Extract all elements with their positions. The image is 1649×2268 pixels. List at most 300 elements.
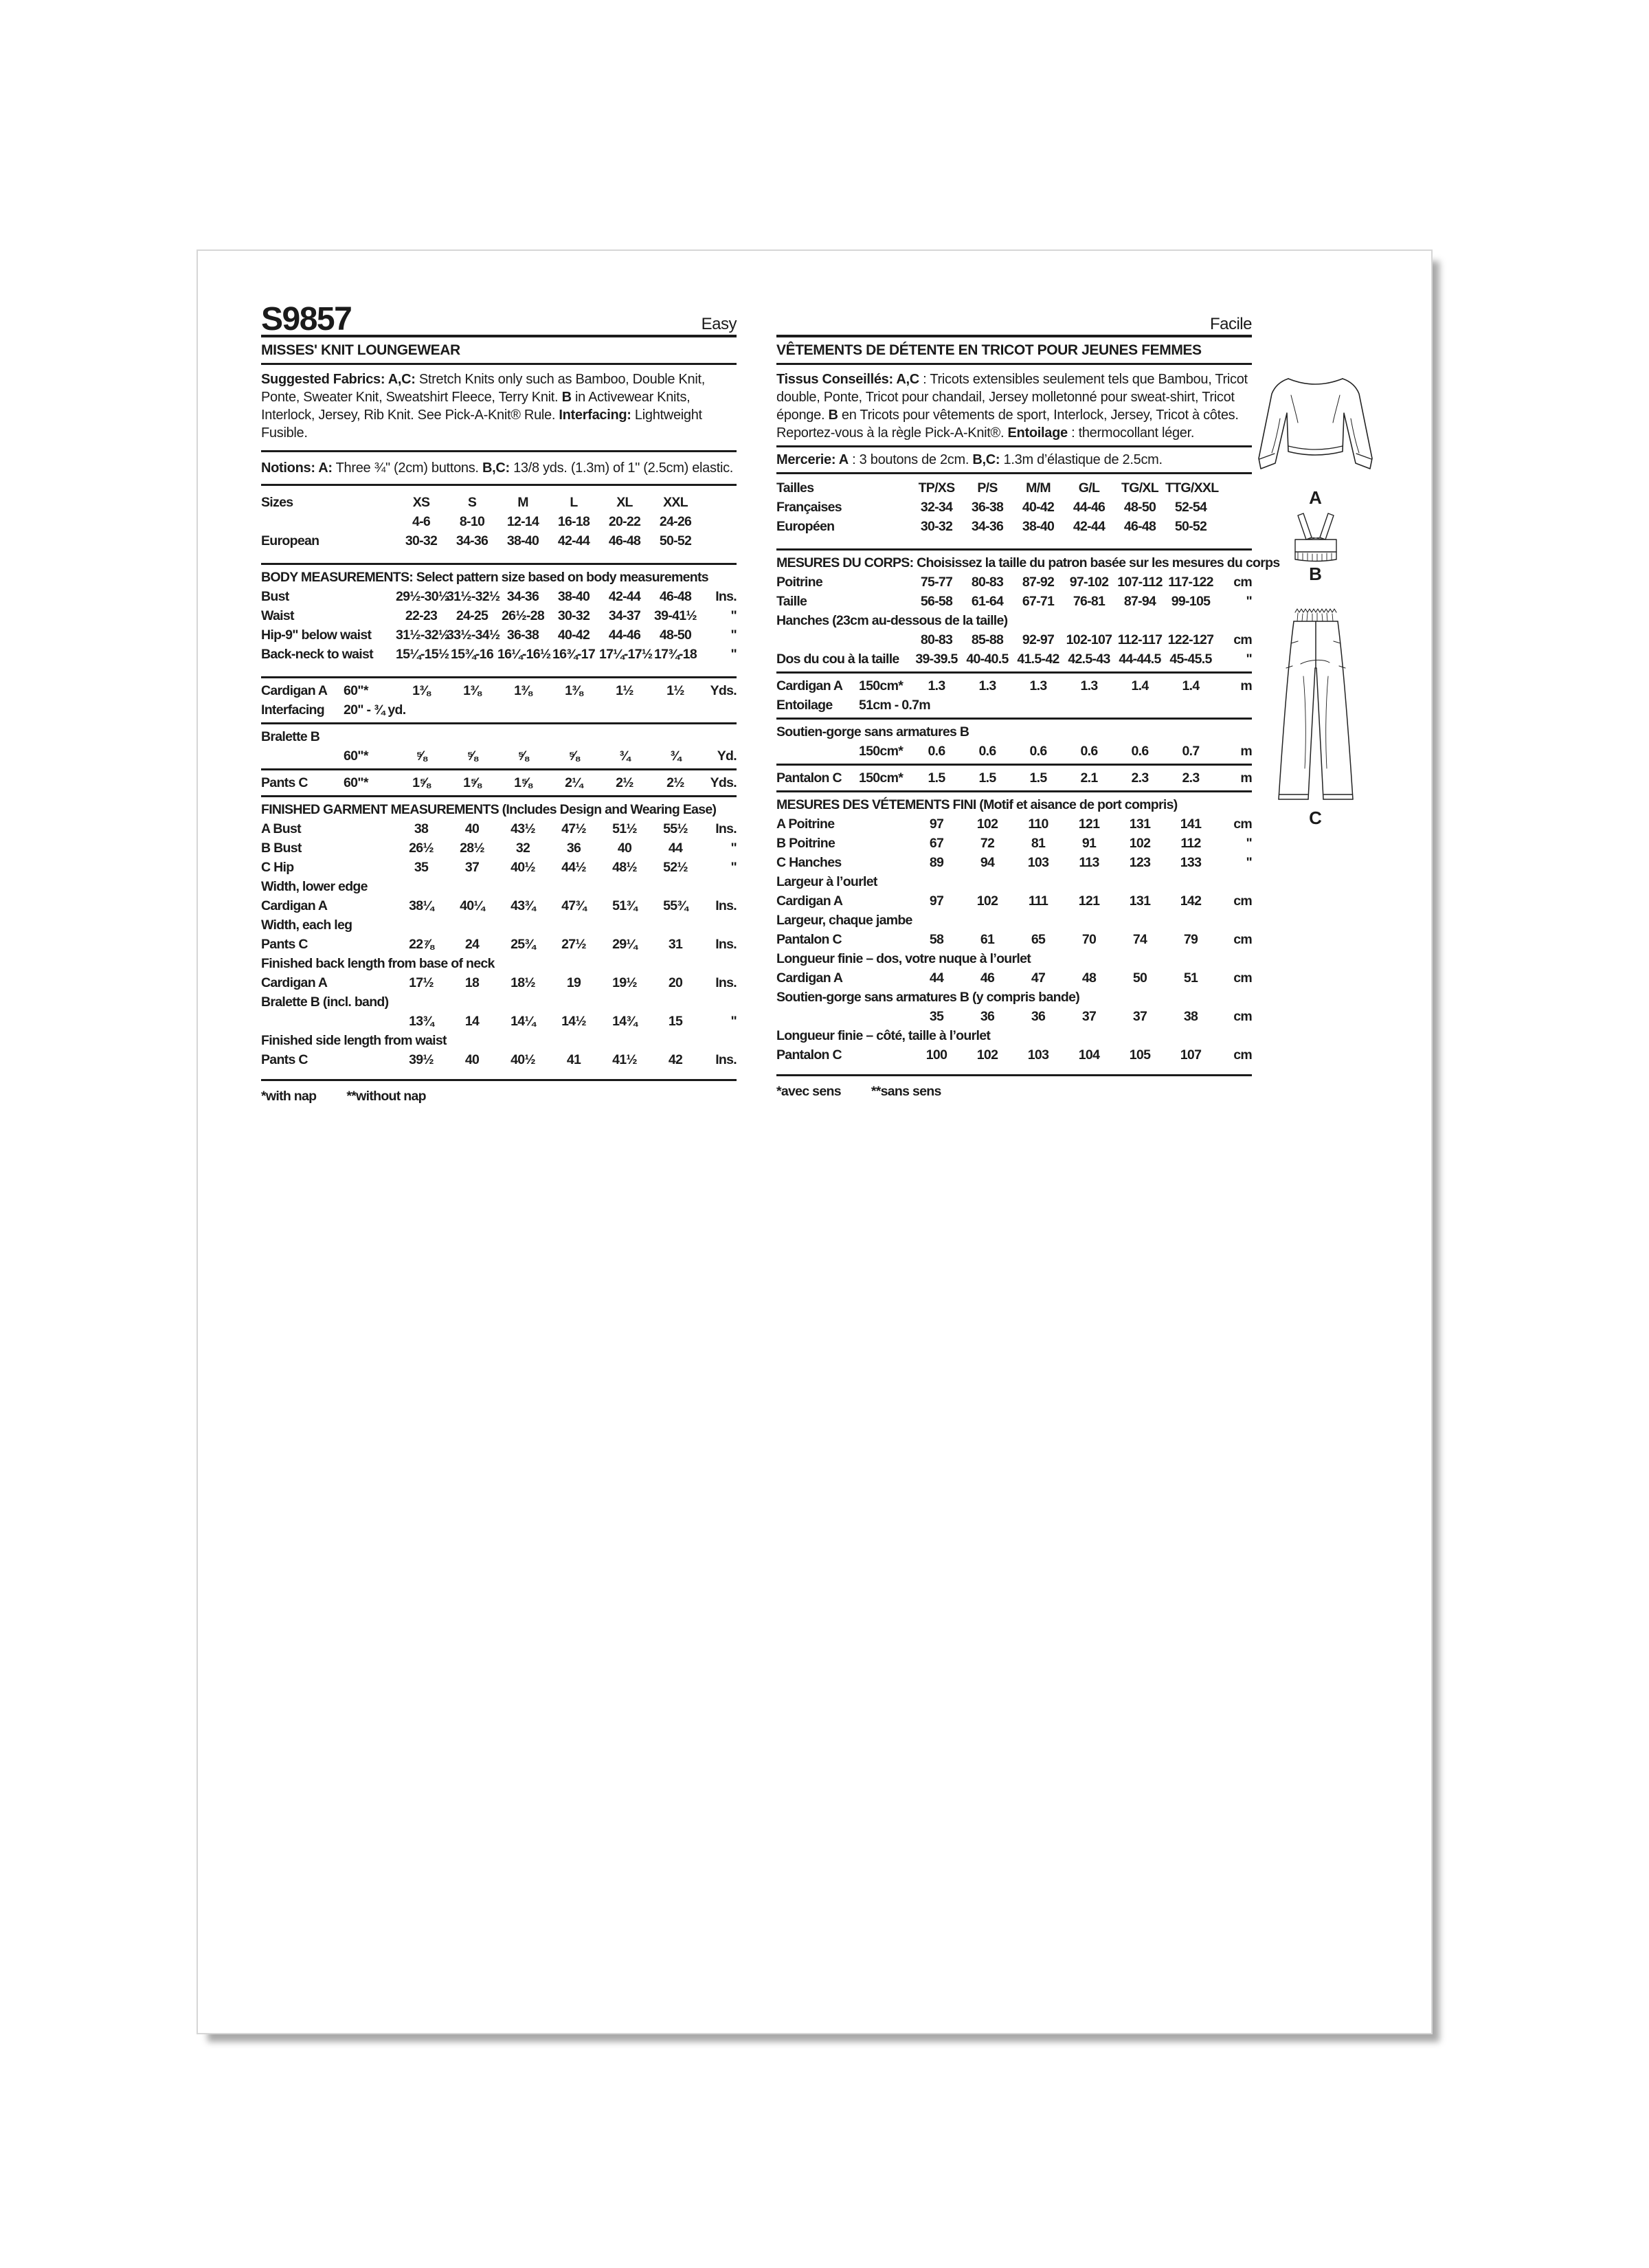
cell-value: 123: [1129, 855, 1151, 870]
cell-value: 103: [1027, 855, 1049, 870]
unit-label: Ins.: [715, 937, 737, 952]
cell-value: 47: [1031, 970, 1046, 986]
unit-label: Ins.: [715, 975, 737, 990]
table-row: [261, 935, 737, 954]
table-row: [261, 973, 737, 992]
cell-value: 44½: [561, 860, 586, 875]
cell-value: 42-44: [557, 533, 590, 548]
cell-value: 15¾-16: [451, 647, 493, 662]
unit-label: ": [1246, 836, 1252, 851]
cell-value: 39-39.5: [915, 652, 958, 667]
table-section-label: MESURES DU CORPS: Choisissez la taille du patron basée sur les mesures du corps: [776, 555, 1280, 570]
table-row: [261, 1012, 737, 1031]
table-row: [261, 493, 737, 512]
cell-value: XL: [616, 495, 633, 510]
body-text: Stretch Knits only such as Bamboo, Double Knit, Ponte, Sweater Knit, Sweatshirt Fleece, Terry Knit.: [261, 372, 706, 405]
cell-value: 30-32: [920, 519, 953, 534]
cell-value: 107: [1180, 1047, 1202, 1063]
table-row: [776, 630, 1252, 649]
cell-value: 47¾: [561, 898, 586, 913]
cell-value: TTG/XXL: [1165, 480, 1219, 496]
cell-value: 2¼: [565, 775, 583, 790]
cell-value: 45-45.5: [1169, 652, 1212, 667]
cell-value: ⅝: [467, 748, 478, 764]
cell-value: 43½: [511, 821, 535, 836]
row-label: Cardigan A: [261, 683, 328, 698]
cell-value: M: [517, 495, 528, 510]
table-section-label: Soutien-gorge sans armatures B (y compris bande): [776, 990, 1080, 1005]
cell-value: 1.4: [1182, 678, 1200, 693]
cell-value: XXL: [663, 495, 688, 510]
cell-value: ⅝: [568, 748, 579, 764]
cell-value: 65: [1031, 932, 1046, 947]
cell-value: M/M: [1026, 480, 1051, 496]
cell-value: 0.6: [1029, 744, 1047, 759]
unit-label: cm: [1233, 1047, 1252, 1063]
cell-value: 28½: [460, 841, 484, 856]
table-section-label: MESURES DES VÉTEMENTS FINI (Motif et aisance de port compris): [776, 797, 1178, 812]
pattern-number: S9857: [261, 301, 352, 337]
cell-value: 16¾-17: [552, 647, 595, 662]
cell-value: 55¾: [663, 898, 688, 913]
cell-value: 31½-32½: [447, 589, 500, 604]
cell-value: 15: [668, 1014, 683, 1029]
cell-value: 2.3: [1131, 770, 1149, 786]
table-row: [261, 896, 737, 915]
row-label: Pants C: [261, 937, 308, 952]
cell-value: 40½: [511, 1052, 535, 1067]
cell-value: 87-94: [1123, 594, 1156, 609]
cell-value: 112-117: [1117, 632, 1163, 647]
cell-value: 46: [980, 970, 995, 986]
body-text: : thermocollant léger.: [1067, 425, 1195, 441]
masthead-english: [261, 301, 737, 337]
table-row: [261, 531, 737, 551]
table-section-label: Bralette B (incl. band): [261, 994, 389, 1010]
row-label: B Poitrine: [776, 836, 835, 851]
table-row: [776, 768, 1252, 788]
cell-value: 48½: [612, 860, 637, 875]
table-row: [776, 478, 1252, 498]
spacer: [261, 551, 737, 560]
spacer: [776, 536, 1252, 546]
rule: [776, 790, 1252, 792]
unit-label: m: [1240, 744, 1252, 759]
cell-value: 44-46: [1073, 500, 1106, 515]
cell-value: 8-10: [459, 514, 485, 529]
lead-in-text: Tissus Conseillés: A,C: [776, 372, 919, 387]
cell-value: 1⅜: [514, 683, 532, 698]
fabric-width: 60"*: [344, 683, 368, 698]
cell-value: 44: [929, 970, 944, 986]
footnote: **without nap: [346, 1089, 426, 1104]
cell-value: 142: [1180, 893, 1202, 909]
spacer: [776, 1065, 1252, 1071]
rule: [776, 445, 1252, 447]
cell-value: 61-64: [971, 594, 1004, 609]
footnotes: [776, 1082, 1252, 1101]
table-row: [776, 834, 1252, 853]
cell-value: 55½: [663, 821, 688, 836]
cell-value: 67: [929, 836, 944, 851]
cell-value: 17½: [409, 975, 434, 990]
cell-value: 22-23: [405, 608, 438, 623]
cell-value: 19: [566, 975, 581, 990]
footnote: *with nap: [261, 1089, 317, 1104]
cell-value: 4-6: [412, 514, 431, 529]
row-label: Cardigan A: [261, 975, 328, 990]
rule: [261, 484, 737, 486]
cell-value: 40-42: [1022, 500, 1055, 515]
row-label: B Bust: [261, 841, 302, 856]
cell-value: 80-83: [920, 632, 953, 647]
cell-value: 1⅜: [463, 683, 481, 698]
cell-value: 29¼: [612, 937, 637, 952]
unit-label: ": [730, 841, 737, 856]
cell-value: 18½: [511, 975, 535, 990]
cell-value: 26½: [409, 841, 434, 856]
cell-value: 74: [1132, 932, 1147, 947]
row-label: C Hip: [261, 860, 294, 875]
table-section-label: FINISHED GARMENT MEASUREMENTS (Includes Design and Wearing Ease): [261, 802, 717, 817]
row-label: C Hanches: [776, 855, 842, 870]
cell-value: G/L: [1078, 480, 1100, 496]
row-label: Pantalon C: [776, 770, 842, 786]
cell-value: 2½: [616, 775, 633, 790]
fabric-width: 150cm*: [859, 678, 904, 693]
cell-value: 24-25: [456, 608, 489, 623]
fabric-width: 60"*: [344, 748, 368, 764]
cell-value: TG/XL: [1121, 480, 1158, 496]
cell-value: 43¾: [511, 898, 535, 913]
row-label: European: [261, 533, 319, 548]
unit-label: ": [730, 608, 737, 623]
cell-value: 1.5: [978, 770, 996, 786]
cell-value: 131: [1129, 893, 1151, 909]
cell-value: 42.5-43: [1068, 652, 1110, 667]
cell-value: 75-77: [920, 575, 953, 590]
cell-value: 30-32: [557, 608, 590, 623]
cell-value: 32: [515, 841, 530, 856]
cell-value: 2.3: [1182, 770, 1200, 786]
cell-value: 34-36: [506, 589, 539, 604]
notions-line: [261, 459, 737, 477]
body-text: : Tricots extensibles seulement tels que Bambou, Tricot double, Ponte, Tricot pour chandail, Jersey molletonné pour sweat-shirt, Tricot éponge.: [776, 372, 1248, 423]
cell-value: 38: [1183, 1009, 1198, 1024]
unit-label: ": [1246, 594, 1252, 609]
row-label: Cardigan A: [261, 898, 328, 913]
rule: [261, 795, 737, 797]
cell-value: 19½: [612, 975, 637, 990]
cell-value: 31½-32½: [396, 627, 449, 643]
cell-value: 56-58: [920, 594, 953, 609]
cell-value: 40: [464, 1052, 480, 1067]
rule: [261, 450, 737, 452]
cell-value: 36: [980, 1009, 995, 1024]
unit-label: ": [730, 627, 737, 643]
cell-value: 105: [1129, 1047, 1151, 1063]
cell-value: 121: [1078, 893, 1100, 909]
table-section-label: Largeur à l’ourlet: [776, 874, 877, 889]
cell-value: 37: [1132, 1009, 1147, 1024]
cell-value: 40¼: [460, 898, 484, 913]
unit-label: cm: [1233, 893, 1252, 909]
cell-value: 0.6: [928, 744, 945, 759]
cell-value: 20: [668, 975, 683, 990]
table-section-label: Soutien-gorge sans armatures B: [776, 724, 969, 740]
rule: [776, 671, 1252, 674]
unit-label: cm: [1233, 970, 1252, 986]
cell-value: 102: [976, 893, 998, 909]
cell-value: 41: [566, 1052, 581, 1067]
cell-value: 113: [1079, 855, 1099, 870]
cell-value: 99-105: [1171, 594, 1211, 609]
unit-label: Ins.: [715, 589, 737, 604]
row-label: A Poitrine: [776, 816, 835, 832]
rule: [261, 1079, 737, 1081]
table-row: [261, 819, 737, 838]
cell-value: 20-22: [608, 514, 641, 529]
cell-value: 40: [464, 821, 480, 836]
table-section-label: Longueur finie – dos, votre nuque à l’ourlet: [776, 951, 1031, 966]
cell-value: 40-42: [557, 627, 590, 643]
cell-value: 103: [1027, 1047, 1049, 1063]
row-label: Européen: [776, 519, 835, 534]
cell-value: 16¼-16½: [497, 647, 551, 662]
cell-value: 30-32: [405, 533, 438, 548]
rule: [776, 764, 1252, 766]
cell-value: 58: [929, 932, 944, 947]
cell-value: 29½-30½: [396, 589, 449, 604]
row-label: Sizes: [261, 495, 293, 510]
table-row: [776, 930, 1252, 949]
cell-value: 36-38: [506, 627, 539, 643]
cell-value: 31: [668, 937, 683, 952]
cell-value: 42-44: [608, 589, 641, 604]
row-label: Bust: [261, 589, 289, 604]
cell-value: 131: [1129, 816, 1151, 832]
cell-value: 33½-34½: [447, 627, 500, 643]
cell-value: 61: [980, 932, 995, 947]
cell-value: 38-40: [557, 589, 590, 604]
lead-in-text: B: [561, 390, 572, 405]
cell-value: 1½: [616, 683, 633, 698]
cell-value: 1⅝: [412, 775, 430, 790]
pants-back-view-illustration: [1275, 605, 1357, 808]
cell-value: 15¼-15½: [396, 647, 449, 662]
cell-value: P/S: [977, 480, 998, 496]
cell-value: ¾: [670, 748, 681, 764]
table-row: [261, 773, 737, 792]
cell-value: 102: [1129, 836, 1151, 851]
cell-value: 18: [464, 975, 480, 990]
table-row: [776, 696, 1252, 715]
table-section-label: BODY MEASUREMENTS: Select pattern size based on body measurements: [261, 570, 708, 585]
bralette-back-view-illustration: [1288, 512, 1343, 564]
rule: [261, 722, 737, 724]
lead-in-text: Mercerie: A: [776, 452, 849, 467]
cell-value: 42: [668, 1052, 683, 1067]
cell-value: 14¼: [511, 1014, 535, 1029]
rule: [261, 676, 737, 678]
unit-label: Yds.: [710, 775, 737, 790]
cell-value: 72: [980, 836, 995, 851]
row-label: Entoilage: [776, 698, 833, 713]
suggested-fabrics-paragraph: [261, 370, 737, 442]
rule: [776, 472, 1252, 474]
cell-value: 14: [464, 1014, 480, 1029]
french-column: [776, 306, 1280, 1101]
cell-value: 1.4: [1131, 678, 1149, 693]
cell-value: 112: [1180, 836, 1201, 851]
table-section-label: Hanches (23cm au-dessous de la taille): [776, 613, 1008, 628]
table-row: [776, 517, 1252, 536]
cell-value: 44-46: [608, 627, 641, 643]
measurement-table-english: [261, 493, 737, 1106]
table-row: [776, 891, 1252, 911]
cell-value: 35: [929, 1009, 944, 1024]
cell-value: ⅝: [517, 748, 528, 764]
masthead-french: [776, 306, 1252, 337]
cell-value: 50-52: [1174, 519, 1207, 534]
unit-label: cm: [1233, 816, 1252, 832]
row-value: 51cm - 0.7m: [859, 698, 930, 713]
view-label-b: B: [1309, 564, 1322, 584]
lead-in-text: Suggested Fabrics: A,C:: [261, 372, 416, 387]
cell-value: 17¼-17½: [599, 647, 653, 662]
row-label: Cardigan A: [776, 970, 843, 986]
table-row: [776, 853, 1252, 872]
cell-value: 1⅜: [565, 683, 583, 698]
cell-value: 26½-28: [502, 608, 544, 623]
table-row: [261, 606, 737, 625]
unit-label: ": [730, 647, 737, 662]
footnote: **sans sens: [871, 1084, 941, 1099]
table-row: [261, 746, 737, 766]
cell-value: S: [467, 495, 477, 510]
table-section-label: Finished side length from waist: [261, 1033, 447, 1048]
row-label: Cardigan A: [776, 678, 843, 693]
cell-value: 1½: [666, 683, 684, 698]
cell-value: 37: [1081, 1009, 1097, 1024]
cell-value: 12-14: [506, 514, 539, 529]
cell-value: 40½: [511, 860, 535, 875]
cell-value: 39-41½: [654, 608, 697, 623]
cell-value: 48-50: [659, 627, 692, 643]
cell-value: 0.7: [1182, 744, 1200, 759]
unit-label: Ins.: [715, 898, 737, 913]
cell-value: 97: [929, 893, 944, 909]
cell-value: 36-38: [971, 500, 1004, 515]
cell-value: 51: [1183, 970, 1198, 986]
body-text: 13/8 yds. (1.3m) of 1" (2.5cm) elastic.: [509, 460, 734, 476]
footnotes: [261, 1087, 737, 1106]
difficulty-label-french: Facile: [1209, 315, 1252, 333]
rule: [776, 718, 1252, 720]
row-label: Pants C: [261, 1052, 308, 1067]
garment-views: [1255, 370, 1376, 828]
table-section-label: Longueur finie – côté, taille à l’ourlet: [776, 1028, 991, 1043]
cell-value: 46-48: [1123, 519, 1156, 534]
cell-value: 0.6: [1080, 744, 1098, 759]
cell-value: 85-88: [971, 632, 1004, 647]
cell-value: 1.3: [928, 678, 945, 693]
cell-value: 48-50: [1123, 500, 1156, 515]
cell-value: 22⅞: [409, 937, 434, 952]
cell-value: 41.5-42: [1017, 652, 1059, 667]
table-row: [261, 512, 737, 531]
table-row: [261, 681, 737, 700]
unit-label: ": [1246, 652, 1252, 667]
cell-value: 102: [976, 816, 998, 832]
cell-value: 27½: [561, 937, 586, 952]
cell-value: 111: [1028, 893, 1048, 909]
row-label: Taille: [776, 594, 807, 609]
cell-value: 1.5: [928, 770, 945, 786]
cell-value: 117-122: [1168, 575, 1213, 590]
cell-value: 36: [1031, 1009, 1046, 1024]
body-text: in Activewear Knits, Interlock, Jersey, Rib Knit. See Pick-A-Knit® Rule.: [261, 390, 691, 423]
rule: [776, 548, 1252, 551]
table-row: [776, 814, 1252, 834]
cell-value: 1⅜: [412, 683, 430, 698]
cell-value: 100: [926, 1047, 947, 1063]
cell-value: 76-81: [1073, 594, 1106, 609]
cell-value: 32-34: [920, 500, 953, 515]
cell-value: 94: [980, 855, 995, 870]
cell-value: 42-44: [1073, 519, 1106, 534]
lead-in-text: B,C:: [972, 452, 1000, 467]
table-row: [261, 625, 737, 645]
cell-value: 40-40.5: [966, 652, 1009, 667]
body-text: : 3 boutons de 2cm.: [848, 452, 973, 467]
cell-value: 37: [464, 860, 480, 875]
unit-label: ": [730, 860, 737, 875]
row-label: Pantalon C: [776, 932, 842, 947]
row-label: Waist: [261, 608, 294, 623]
cell-value: 141: [1180, 816, 1202, 832]
row-label: Françaises: [776, 500, 842, 515]
unit-label: ": [730, 1014, 737, 1029]
unit-label: Yd.: [717, 748, 737, 764]
mercerie-line: [776, 451, 1252, 469]
cell-value: 50-52: [659, 533, 692, 548]
body-text: en Tricots pour vêtements de sport, Interlock, Jersey, Tricot à côtes. Reportez-vous à la règle Pick-A-Knit®.: [776, 408, 1239, 441]
cell-value: 0.6: [978, 744, 996, 759]
cell-value: 107-112: [1117, 575, 1163, 590]
row-label: Interfacing: [261, 702, 324, 718]
cell-value: 122-127: [1167, 632, 1214, 647]
rule: [261, 768, 737, 770]
cell-value: 38-40: [506, 533, 539, 548]
table-row: [776, 1007, 1252, 1026]
row-label: Back-neck to waist: [261, 647, 373, 662]
table-row: [776, 742, 1252, 761]
cell-value: 41½: [612, 1052, 637, 1067]
cell-value: 1.3: [1080, 678, 1098, 693]
cell-value: 70: [1081, 932, 1097, 947]
row-label: Pants C: [261, 775, 308, 790]
unit-label: cm: [1233, 932, 1252, 947]
cell-value: 40: [617, 841, 632, 856]
cell-value: 24-26: [659, 514, 692, 529]
cell-value: 67-71: [1022, 594, 1055, 609]
table-row: [776, 498, 1252, 517]
cell-value: 35: [414, 860, 429, 875]
cardigan-back-view-illustration: [1255, 370, 1376, 487]
cell-value: 79: [1183, 932, 1198, 947]
unit-label: Ins.: [715, 821, 737, 836]
